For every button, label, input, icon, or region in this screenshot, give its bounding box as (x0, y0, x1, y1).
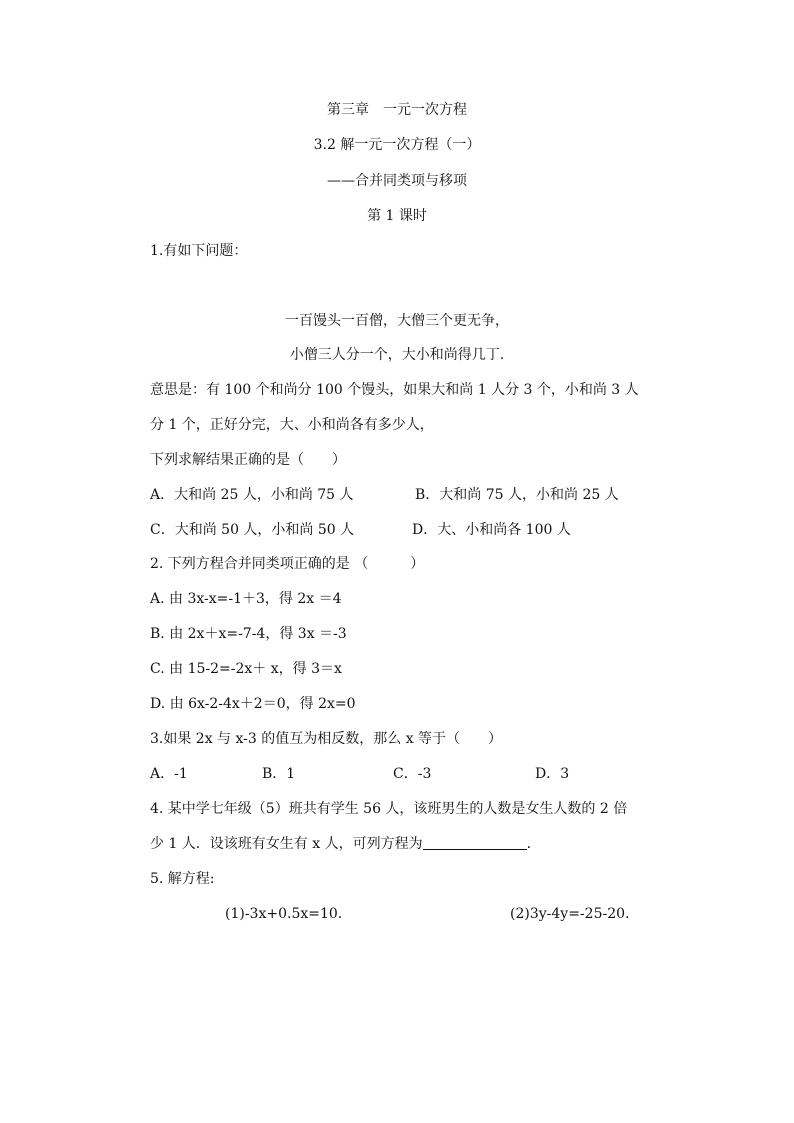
q5-equation-1: (1)-3x+0.5x=10. (225, 906, 343, 922)
q5-equation-2: (2)3y-4y=-25-20. (510, 906, 630, 922)
q1-option-d: D．大、小和尚各 100 人 (412, 522, 571, 538)
q1-option-b: B．大和尚 75 人，小和尚 25 人 (415, 487, 619, 503)
q1-option-a: A．大和尚 25 人，小和尚 75 人 (150, 487, 354, 503)
q1-poem-line-1: 一百馒头一百僧，大僧三个更无争， (285, 313, 509, 329)
section-title: 3.2 解一元一次方程（一） (313, 137, 481, 153)
answer-blank (423, 835, 527, 850)
q3-stem: 3.如果 2x 与 x-3 的值互为相反数，那么 x 等于（ ） (150, 731, 503, 747)
q3-option-c: C．-3 (393, 766, 432, 782)
q4-line-2-text: 少 1 人．设该班有女生有 x 人，可列方程为 (150, 836, 423, 852)
q4-line-2 (150, 834, 531, 854)
lesson-label: 第 1 课时 (367, 208, 427, 224)
q2-option-c: C. 由 15-2=-2x＋ x，得 3＝x (150, 661, 342, 677)
q4-line-1: 4. 某中学七年级（5）班共有学生 56 人，该班男生的人数是女生人数的 2 倍 (150, 801, 628, 817)
q3-option-b: B．1 (262, 766, 296, 782)
chapter-title: 第三章 一元一次方程 (327, 102, 467, 118)
q2-option-b: B. 由 2x＋x=-7-4，得 3x ＝-3 (150, 626, 347, 642)
q1-ask: 下列求解结果正确的是（ ） (150, 452, 346, 468)
section-subtitle: ——合并同类项与移项 (327, 173, 467, 189)
q1-meaning-line-1: 意思是：有 100 个和尚分 100 个馒头，如果大和尚 1 人分 3 个，小和尚 3 人 (150, 382, 639, 398)
q3-option-a: A．-1 (150, 766, 188, 782)
q2-option-a: A. 由 3x-x=-1＋3，得 2x ＝4 (150, 591, 342, 607)
q4-line-2-end: . (526, 836, 532, 852)
q1-stem: 1.有如下问题： (150, 243, 248, 259)
q2-stem: 2. 下列方程合并同类项正确的是 （ ） (150, 556, 425, 572)
q1-option-c: C．大和尚 50 人，小和尚 50 人 (150, 522, 355, 538)
q1-poem-line-2: 小僧三人分一个，大小和尚得几丁. (289, 347, 505, 363)
q5-stem: 5. 解方程: (150, 871, 215, 887)
q1-meaning-line-2: 分 1 个，正好分完，大、小和尚各有多少人， (150, 417, 434, 433)
q3-option-d: D．3 (535, 766, 570, 782)
q2-option-d: D. 由 6x-2-4x＋2＝0，得 2x=0 (150, 696, 356, 712)
